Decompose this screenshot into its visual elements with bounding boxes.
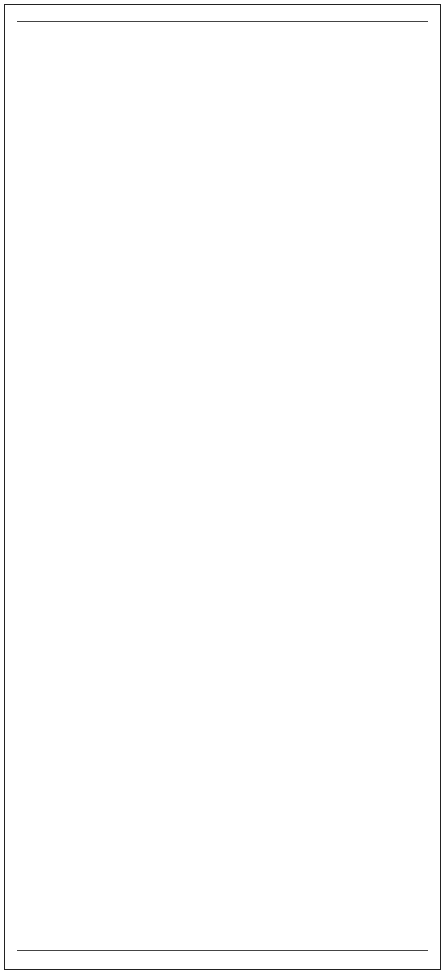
notice-header [17,15,428,22]
notice-body [17,30,428,944]
auction-notice [4,4,441,970]
notice-footer [17,950,428,961]
